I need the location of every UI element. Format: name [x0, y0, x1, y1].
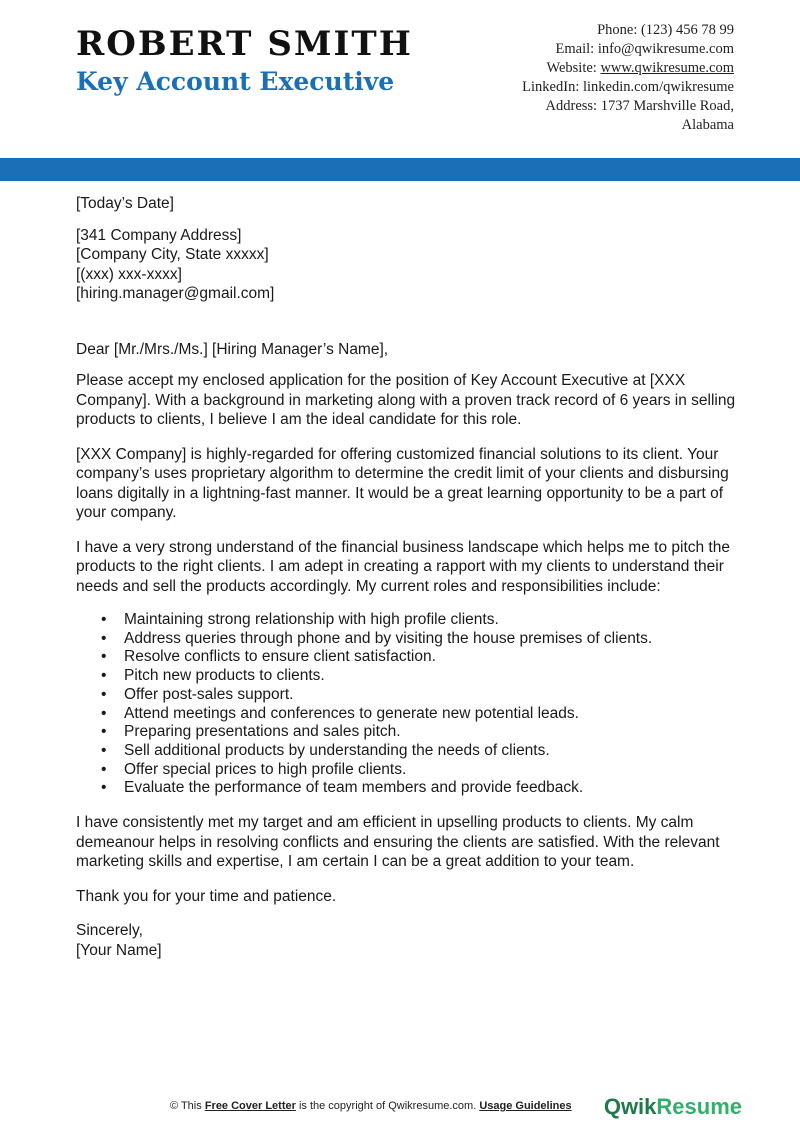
bullet-icon: • — [101, 704, 107, 722]
list-item: • Offer post-sales support. — [101, 685, 294, 703]
usage-guidelines-link[interactable]: Usage Guidelines — [479, 1100, 572, 1112]
paragraph-company: [XXX Company] is highly-regarded for offering customized financial solutions to its client. Your company’s uses proprietary algorithm to determine the credit limit of your clients and disbursing loans digitally in a lightning-fast manner. It would be a great learning opportunity to be a part of your company. — [76, 445, 729, 521]
contact-address-line1: Address: 1737 Marshville Road, — [545, 98, 734, 114]
copyright-notice — [170, 1100, 572, 1112]
contact-block — [522, 21, 734, 135]
applicant-name: ROBERT SMITH — [76, 24, 413, 64]
free-cover-letter-link[interactable]: Free Cover Letter — [204, 1100, 296, 1112]
recipient-address: [341 Company Address] — [76, 226, 242, 244]
recipient-block — [76, 226, 736, 304]
list-item: • Attend meetings and conferences to generate new potential leads. — [101, 704, 579, 722]
bullet-icon: • — [101, 685, 107, 703]
list-item: • Offer special prices to high profile clients. — [101, 760, 407, 778]
salutation: Dear [Mr./Mrs./Ms.] [Hiring Manager’s Name], — [76, 340, 389, 358]
bullet-icon: • — [101, 629, 107, 647]
contact-linkedin: LinkedIn: linkedin.com/qwikresume — [522, 79, 734, 95]
responsibilities-list — [76, 611, 736, 798]
contact-website — [522, 59, 734, 78]
logo-part-qwik: Qwik — [603, 1094, 657, 1119]
bullet-icon: • — [101, 611, 107, 628]
logo-part-resume: Resume — [656, 1094, 742, 1119]
accent-bar — [0, 158, 800, 181]
bullet-icon: • — [101, 667, 107, 685]
contact-email: Email: info@qwikresume.com — [555, 41, 734, 57]
resume-header — [0, 0, 800, 160]
paragraph-intro: Please accept my enclosed application for the position of Key Account Executive at [XXX Company]. With a background in marketing along with a proven track record of 6 years in selling products to clients, I believe I am the ideal candidate for this role. — [76, 372, 736, 428]
list-item: • Sell additional products by understanding the needs of clients. — [101, 741, 550, 759]
list-item: • Pitch new products to clients. — [101, 667, 325, 685]
recipient-phone: [(xxx) xxx-xxxx] — [76, 265, 182, 283]
list-item: • Maintaining strong relationship with high profile clients. — [101, 611, 499, 628]
bullet-icon: • — [101, 723, 107, 741]
recipient-city-state: [Company City, State xxxxx] — [76, 246, 269, 263]
website-link[interactable]: www.qwikresume.com — [600, 60, 734, 76]
bullet-icon: • — [101, 760, 107, 778]
contact-phone: Phone: (123) 456 78 99 — [597, 22, 734, 38]
thanks-line: Thank you for your time and patience. — [76, 887, 337, 905]
job-title: Key Account Executive — [76, 67, 395, 96]
bullet-icon: • — [101, 779, 107, 797]
recipient-email: [hiring.manager@gmail.com] — [76, 285, 275, 302]
letter-body — [76, 194, 736, 960]
website-label: Website: — [546, 60, 601, 76]
paragraph-closing: I have consistently met my target and am efficient in upselling products to clients. My calm demeanour helps in resolving conflicts and ensuring the clients are satisfied. With the relevant marketing skills and expertise, I am certain I can be a great addition to your team. — [76, 814, 720, 871]
list-item: • Address queries through phone and by visiting the house premises of clients. — [101, 629, 653, 647]
list-item: • Resolve conflicts to ensure client satisfaction. — [101, 648, 436, 666]
bullet-icon: • — [101, 741, 107, 759]
copyright-middle: is the copyright of Qwikresume.com. — [295, 1100, 480, 1112]
qwikresume-logo[interactable] — [604, 1094, 742, 1120]
paragraph-skills: I have a very strong understand of the financial business landscape which helps me to pitch the products to the right clients. I am adept in creating a rapport with my clients to understand their needs and sell the products accordingly. My current roles and responsibilities include: — [76, 538, 730, 595]
contact-address-line2: Alabama — [681, 117, 734, 133]
copyright-prefix: © This — [170, 1100, 205, 1112]
letter-date: [Today’s Date] — [76, 195, 174, 212]
signature: [Your Name] — [76, 941, 162, 959]
page-footer — [0, 1096, 800, 1126]
signoff: Sincerely, — [76, 922, 143, 940]
bullet-icon: • — [101, 648, 107, 666]
list-item: • Evaluate the performance of team members and provide feedback. — [101, 779, 584, 797]
list-item: • Preparing presentations and sales pitch. — [101, 723, 401, 741]
